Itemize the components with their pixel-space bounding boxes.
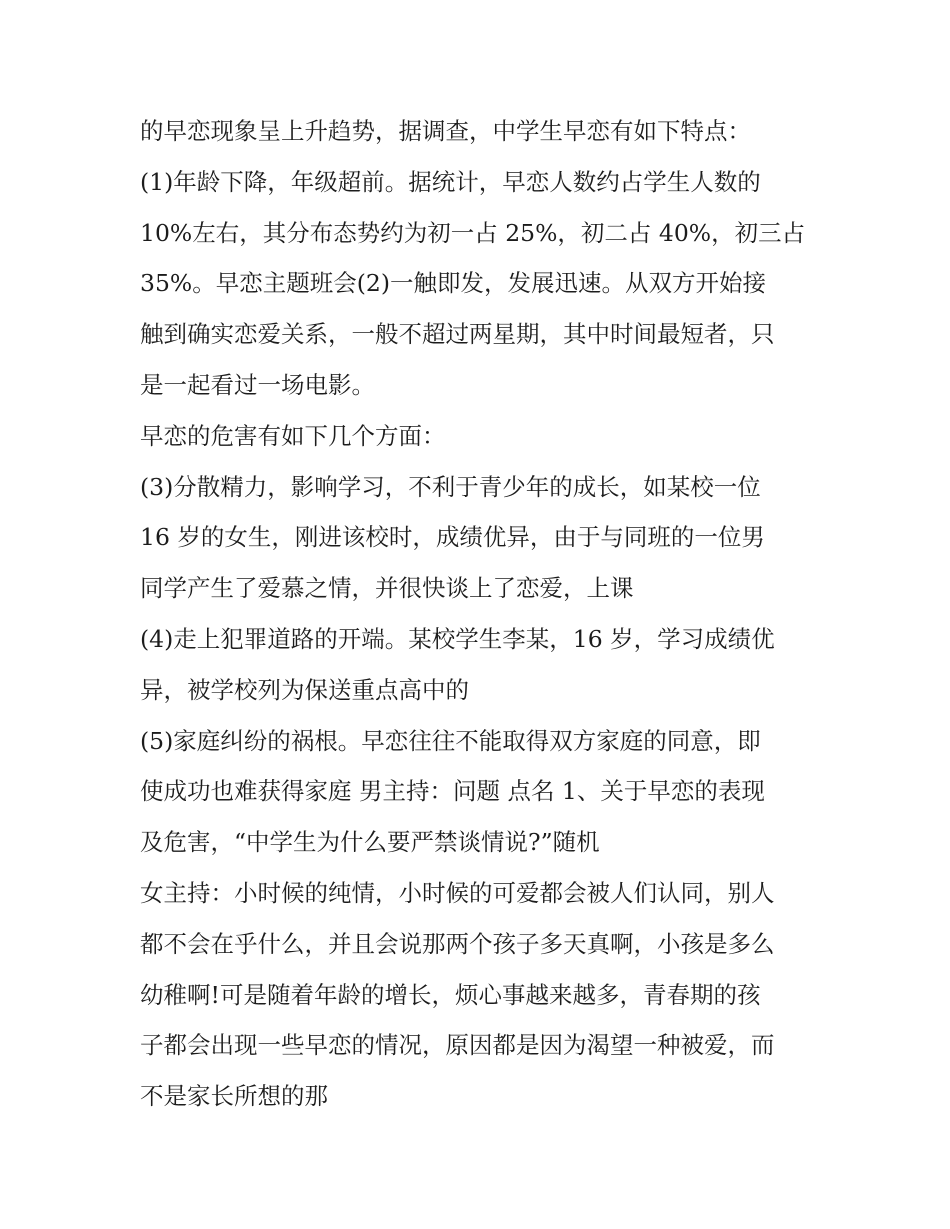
text-line: 幼稚啊!可是随着年龄的增长，烦心事越来越多，青春期的孩 bbox=[140, 980, 761, 1009]
body-text bbox=[140, 106, 830, 1122]
text-line: 35%。早恋主题班会(2)一触即发，发展迅速。从双方开始接 bbox=[140, 269, 767, 298]
text-line: 女主持：小时候的纯情，小时候的可爱都会被人们认同，别人 bbox=[140, 878, 775, 907]
text-line: 同学产生了爱慕之情，并很快谈上了恋爱，上课 bbox=[140, 574, 634, 603]
text-line: 10%左右，其分布态势约为初一占 25%，初二占 40%，初三占 bbox=[140, 218, 806, 247]
text-line: 不是家长所想的那 bbox=[140, 1082, 328, 1111]
text-line: 16 岁的女生，刚进该校时，成绩优异，由于与同班的一位男 bbox=[140, 523, 765, 552]
text-line: 使成功也难获得家庭 男主持：问题 点名 1、关于早恋的表现 bbox=[140, 777, 765, 806]
text-line: (4)走上犯罪道路的开端。某校学生李某，16 岁，学习成绩优 bbox=[140, 624, 775, 653]
text-line: 子都会出现一些早恋的情况，原因都是因为渴望一种被爱，而 bbox=[140, 1031, 775, 1060]
text-line: 都不会在乎什么，并且会说那两个孩子多天真啊，小孩是多么 bbox=[140, 929, 775, 958]
text-line: (1)年龄下降，年级超前。据统计，早恋人数约占学生人数的 bbox=[140, 167, 761, 196]
text-line: 的早恋现象呈上升趋势，据调查，中学生早恋有如下特点： bbox=[140, 117, 751, 145]
text-line: 触到确实恋爱关系，一般不超过两星期，其中时间最短者，只 bbox=[140, 320, 775, 349]
text-line: (5)家庭纠纷的祸根。早恋往往不能取得双方家庭的同意，即 bbox=[140, 726, 761, 755]
text-line: (3)分散精力，影响学习，不利于青少年的成长，如某校一位 bbox=[140, 472, 761, 501]
text-line: 早恋的危害有如下几个方面： bbox=[140, 421, 446, 450]
text-line: 异，被学校列为保送重点高中的 bbox=[140, 675, 469, 704]
text-line: 是一起看过一场电影。 bbox=[140, 370, 375, 399]
text-line: 及危害，“中学生为什么要严禁谈情说?”随机 bbox=[140, 828, 600, 857]
